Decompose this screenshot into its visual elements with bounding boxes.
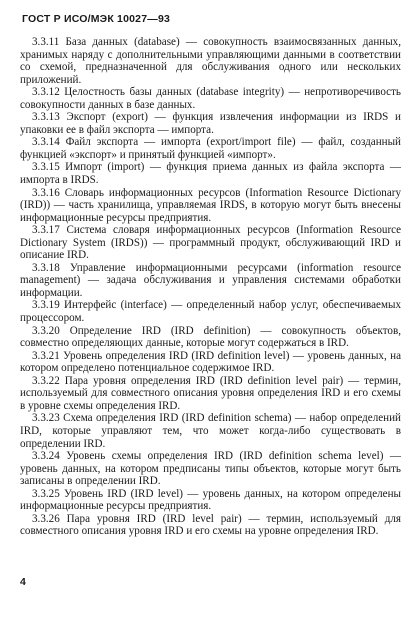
paragraph-3-3-15: 3.3.15 Импорт (import) — функция приема данных из файла экспорта — импорта в IRDS.: [20, 161, 401, 187]
paragraph-3-3-17: 3.3.17 Система словаря информационных ресурсов (Information Resource Dictionary System (IRDS)) — программный продукт, обслуживающий IRD и описание IRD.: [20, 224, 401, 262]
paragraph-3-3-25: 3.3.25 Уровень IRD (IRD level) — уровень данных, на котором определены информационные ресурсы предприятия.: [20, 487, 401, 513]
paragraph-3-3-20: 3.3.20 Определение IRD (IRD definition) — совокупность объектов, совместно определяющих данные, которые могут содержаться в IRD.: [20, 324, 401, 350]
paragraph-3-3-16: 3.3.16 Словарь информационных ресурсов (Information Resource Dictionary (IRD)) — часть хранилища, управляемая IRDS, в которую могут быть внесены информационные ресурсы предприятия.: [20, 186, 401, 224]
paragraph-3-3-11: 3.3.11 База данных (database) — совокупность взаимосвязанных данных, хранимых наряду с дополнительными управляющими данными в соответствии со схемой, предназначенной для обслуживания одного или нескольких приложений.: [20, 36, 401, 86]
paragraph-3-3-18: 3.3.18 Управление информационными ресурсами (information resource management) — задача обслуживания и управления системами обработки информации.: [20, 261, 401, 299]
paragraph-3-3-14: 3.3.14 Файл экспорта — импорта (export/import file) — файл, созданный функцией «экспорт» и принятый функцией «импорт».: [20, 136, 401, 161]
page-number: 4: [20, 576, 26, 588]
paragraph-3-3-26: 3.3.26 Пара уровня IRD (IRD level pair) — термин, используемый для совместного описания уровня IRD и его схемы на уровне определения IRD.: [20, 512, 401, 538]
paragraph-3-3-12: 3.3.12 Целостность базы данных (database integrity) — непротиворечивость совокупности данных в базе данных.: [20, 86, 401, 111]
paragraph-3-3-22: 3.3.22 Пара уровня определения IRD (IRD definition level pair) — термин, используемый для совместного описания уровня определения IRD и его схемы в уровне схемы определения IRD.: [20, 374, 401, 412]
paragraph-3-3-21: 3.3.21 Уровень определения IRD (IRD definition level) — уровень данных, на котором определено потенциальное содержимое IRD.: [20, 349, 401, 375]
document-body: [20, 36, 401, 538]
paragraph-3-3-24: 3.3.24 Уровень схемы определения IRD (IRD definition schema level) — уровень данных, на котором предписаны типы объектов, которые могут быть записаны в определении IRD.: [20, 450, 401, 488]
document-header: ГОСТ Р ИСО/МЭК 10027—93: [22, 13, 171, 25]
paragraph-3-3-13: 3.3.13 Экспорт (export) — функция извлечения информации из IRDS и упаковки ее в файл экспорта — импорта.: [20, 111, 401, 136]
paragraph-3-3-19: 3.3.19 Интерфейс (interface) — определенный набор услуг, обеспечиваемых процессором.: [20, 299, 401, 325]
paragraph-3-3-23: 3.3.23 Схема определения IRD (IRD definition schema) — набор определений IRD, которые управляют тем, что может когда-либо существовать в определении IRD.: [20, 412, 401, 450]
